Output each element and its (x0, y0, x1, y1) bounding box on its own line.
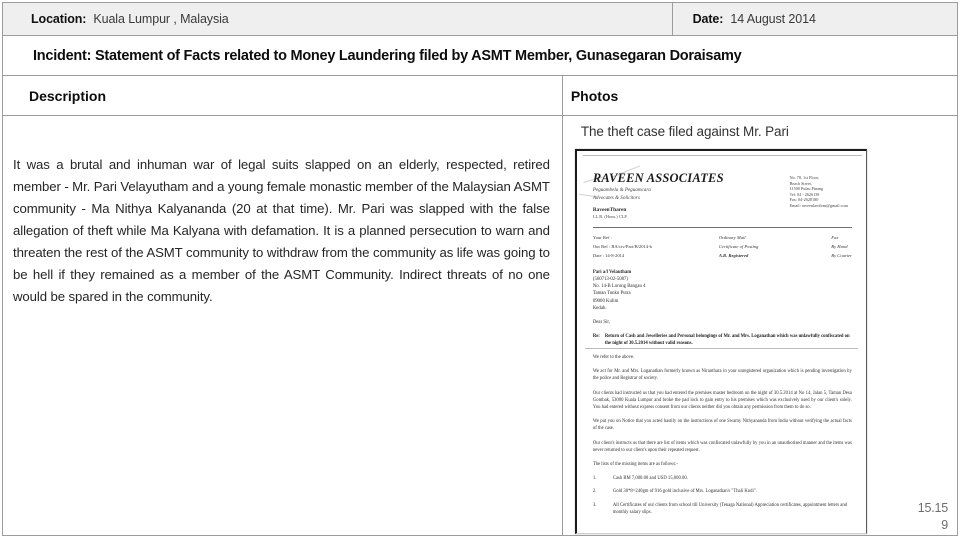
letter-paragraph: Our clients had instructed us that you had entered the premises master bedroom on the night of 30.5.2014 at No 14, Jalan 5, Taman Desa Gombak, 53000 Kuala Lumpur and broke the pad lock to gain entry to his premises which was exclusively used by our client's solely. You had entered without express consent from our clients neither did you obtain any permission from them to do so. (592, 390, 852, 410)
delivery-options-left (719, 233, 765, 260)
location-label: Location: (31, 12, 87, 26)
delivery-by-courier: By Courier (831, 252, 852, 258)
meta-row (2, 2, 958, 36)
your-ref: Your Ref : (592, 234, 613, 240)
column-header-description: Description (29, 87, 107, 104)
location-value: Kuala Lumpur , Malaysia (93, 12, 229, 26)
photo-caption: The theft case filed against Mr. Pari (580, 124, 789, 139)
firm-subtitle-english: Advocates & Solicitors (592, 195, 640, 201)
delivery-by-hand: By Hand (831, 243, 848, 249)
our-ref: Our Ref : RA/civ/Pari/B/2014-b (592, 243, 652, 249)
contact-line: Email: raveenlawfirm@gmail.com (789, 202, 848, 208)
list-item-number: 1. (592, 476, 597, 482)
date-cell (672, 3, 957, 35)
location-cell (3, 3, 672, 35)
contact-line: Beach Street, (789, 180, 812, 186)
description-text: It was a brutal and inhuman war of legal suits slapped on an elderly, respected, retired member - Mr. Pari Velayutham and a young female monastic member of the Malaysian ASMT community - Ma Nithya Kalyananda (20 at that time). Mr. Pari was slapped with the false allegation of theft while Ma Kalyana with defamation. It is a planned persecution to warn and threaten the rest of the ASMT community to withdraw from the community as life was going to be hell if they remained as a member of the ASMT Community. Indirect threats of no one would be spared in the community. (13, 157, 550, 304)
delivery-certificate-of-posting: Certificate of Posting (718, 243, 759, 249)
incident-title: Incident: Statement of Facts related to Money Laundering filed by ASMT Member, Gunasegaran Doraisamy (33, 47, 742, 64)
letter-paragraph: The lists of the missing items are as follows:- (592, 461, 678, 467)
firm-subtitle-malay: Peguambela & Peguamcara (592, 187, 651, 193)
date-label: Date: (692, 12, 724, 26)
date-value: 14 August 2014 (730, 12, 816, 26)
contact-line: Tel: 04 - 2626139 (789, 191, 820, 197)
addressee-name: Pari a/l Velautham (592, 269, 632, 275)
addressee-street: No. 14-B Lorong Bangau 4 (592, 284, 646, 290)
scan-fold-line (585, 348, 858, 349)
column-header-photos: Photos (562, 76, 957, 115)
letterhead (593, 171, 852, 220)
addressee-state: Kedah. (592, 305, 607, 311)
addressee-area: Taman Tunku Putra (592, 291, 631, 297)
letter-paragraph: Our client's instructs us that there are list of items which was confiscated unlawfully by you in an unauthorised manner and the items was never returned to our client's upon their repeated request. (592, 440, 852, 453)
letterhead-firm-block (593, 171, 724, 220)
firm-name: RAVEEN ASSOCIATES (592, 171, 724, 185)
column-header-row (2, 76, 958, 116)
list-item (593, 502, 852, 516)
lawyer-qualification: LL.B. (Hons.) CLP (592, 214, 627, 219)
list-item-number: 2. (592, 489, 597, 495)
letter-date: Date : 14-8-2014 (592, 252, 625, 258)
contact-line: No. 78, 1st Floor, (789, 175, 819, 180)
addressee-ic: (560713-02-5087) (592, 276, 629, 282)
delivery-ordinary-mail: Ordinary Mail (718, 234, 746, 240)
photos-cell (562, 116, 957, 535)
delivery-fax: Fax (831, 234, 839, 240)
body-row (2, 116, 958, 536)
list-item (593, 475, 852, 482)
contact-line: Fax: 04-2628180 (789, 197, 819, 203)
footer-page-number: 9 (941, 518, 948, 532)
contact-line: 11500 Pulau Pinang (789, 186, 824, 192)
list-item-text: Cash RM 7,000.00 and USD 15,000.00. (612, 476, 688, 482)
lawyer-name: RaveenTharen (592, 207, 627, 213)
letter-content (577, 151, 866, 533)
incident-row (2, 36, 958, 76)
addressee-block (593, 269, 852, 312)
footer-note (918, 500, 948, 534)
letterhead-divider (593, 227, 852, 228)
letter-paragraph: We refer to the above. (592, 354, 635, 360)
letter-paragraph: We put you on Notice that you acted hastily on the instructions of one Swamy Nithyananda from India without verifying the actual facts of the case. (592, 419, 852, 432)
list-item-text: All Certificates of our clients from school till University (Tenaga National) Appreciation certificates, appointment letters and monthly salary slips. (612, 502, 848, 515)
salutation: Dear Sir, (592, 319, 610, 325)
letterhead-contact-block (790, 171, 852, 209)
reference-left (593, 233, 652, 260)
list-item-text: Gold 30*8=240gm of 916 gold inclusive of Mrs. Loganathan's "Thali Kodi". (612, 489, 757, 495)
footer-time: 15.15 (917, 501, 948, 515)
delivery-options-right (831, 233, 852, 260)
description-cell (3, 116, 562, 535)
addressee-city: 09000 Kulim (592, 298, 619, 304)
scanned-letter-image[interactable] (575, 149, 867, 534)
subject-re-label: Re: (592, 333, 600, 339)
list-item-number: 3. (592, 502, 597, 508)
letter-paragraph: We act for Mr. and Mrs. Loganathan formerly known as Niranthara in your unregistered organization which is pending investigation by the police and Registrar of society. (592, 369, 852, 382)
list-item (593, 488, 852, 495)
missing-items-list (593, 475, 852, 516)
subject-line (593, 333, 852, 347)
reference-block (593, 233, 852, 260)
delivery-ar-registered: A.R. Registered (718, 252, 749, 258)
subject-text: Return of Cash and Jewelleries and Personal belongings of Mr. and Mrs. Loganathan which was unlawfully confiscated on the night of 30.5.2014 without valid reasons. (604, 333, 850, 346)
